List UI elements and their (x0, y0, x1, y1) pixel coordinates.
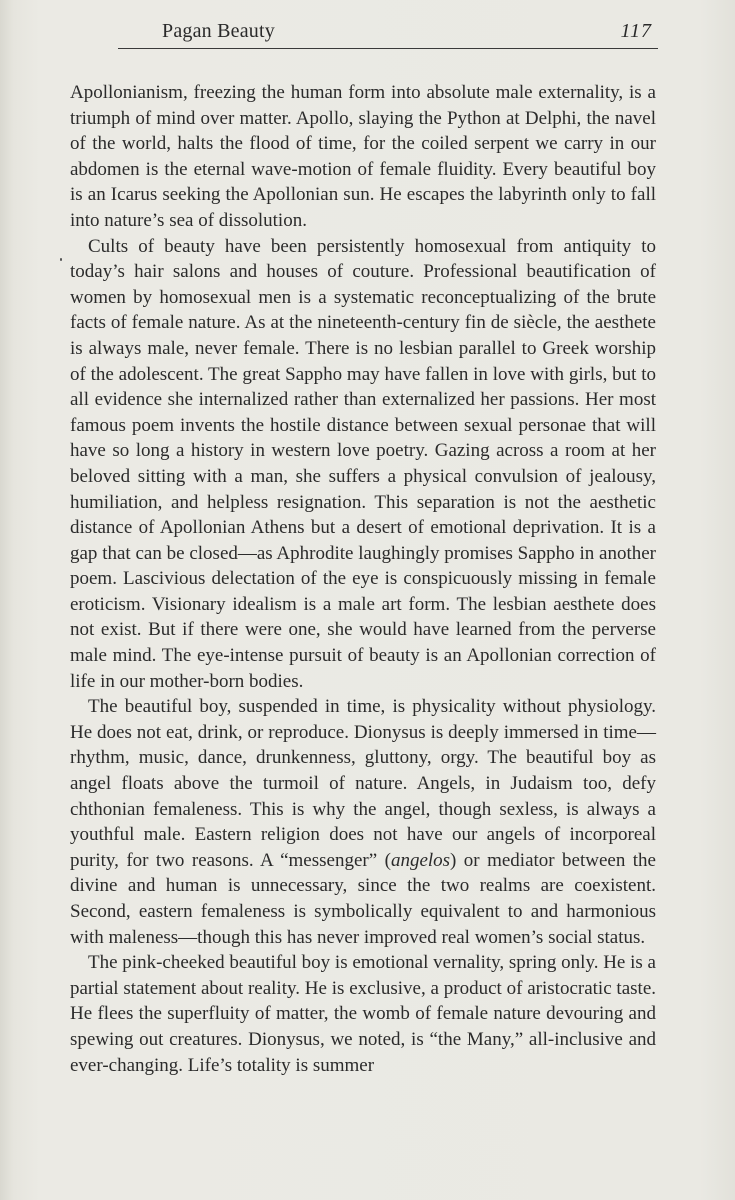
print-speck (60, 258, 62, 261)
paragraph-3 (70, 694, 656, 950)
running-head (118, 18, 658, 49)
paragraph-3-text-before: The beautiful boy, suspended in time, is physicality without physiology. He does not eat, drink, or reproduce. Dionysus is deeply immersed in time—rhythm, music, dance, drunkenness, gluttony, orgy. The beautiful boy as angel floats above the turmoil of nature. Angels, in Judaism too, defy chthonian femaleness. This is why the angel, though sexless, is always a youthful male. Eastern religion does not have our angels of incorporeal purity, for two reasons. A “messenger” ( (70, 696, 656, 871)
paragraph-3-text-after: ) or mediator between the divine and human is unnecessary, since the two realms are coexistent. Second, eastern femaleness is symbolically equivalent to and harmonious with maleness—though this has never improved real women’s social status. (70, 849, 656, 948)
paragraph-4: The pink-cheeked beautiful boy is emotional vernality, spring only. He is a partial statement about reality. He is exclusive, a product of aristocratic taste. He flees the superfluity of matter, the womb of female nature devouring and spewing out creatures. Dionysus, we noted, is “the Many,” all-inclusive and ever-changing. Life’s totality is summer (70, 952, 656, 1076)
body-text (70, 80, 656, 1078)
paragraph-2: Cults of beauty have been persistently homosexual from antiquity to today’s hair salons and houses of couture. Professional beautification of women by homosexual men is a systematic reconceptualizing of the brute facts of female nature. As at the nineteenth-century fin de siècle, the aesthete is always male, never female. There is no lesbian parallel to Greek worship of the adolescent. The great Sappho may have fallen in love with girls, but to all evidence she internalized rather than externalized her passions. Her most famous poem invents the hostile distance between sexual personae that will have so long a history in western love poetry. Gazing across a room at her beloved sitting with a man, she suffers a physical convulsion of jealousy, humiliation, and helpless resignation. This separation is not the aesthetic distance of Apollonian Athens but a desert of emotional deprivation. It is a gap that can be closed—as Aphrodite laughingly promises Sappho in another poem. Lascivious delectation of the eye is conspicuously missing in female eroticism. Visionary idealism is a male art form. The lesbian aesthete does not exist. But if there were one, she would have learned from the perverse male mind. The eye-intense pursuit of beauty is an Apollonian correction of life in our mother-born bodies. (70, 235, 656, 692)
chapter-title: Pagan Beauty (162, 20, 275, 42)
paragraph-3-italic-term: angelos (390, 849, 451, 871)
paragraph-1: Apollonianism, freezing the human form into absolute male externality, is a triumph of mind over matter. Apollo, slaying the Python at Delphi, the navel of the world, halts the flood of time, for the coiled serpent we carry in our abdomen is the eternal wave-motion of female fluidity. Every beautiful boy is an Icarus seeking the Apollonian sun. He escapes the labyrinth only to fall into nature’s sea of dissolution. (70, 82, 656, 231)
page-number: 117 (620, 20, 652, 42)
